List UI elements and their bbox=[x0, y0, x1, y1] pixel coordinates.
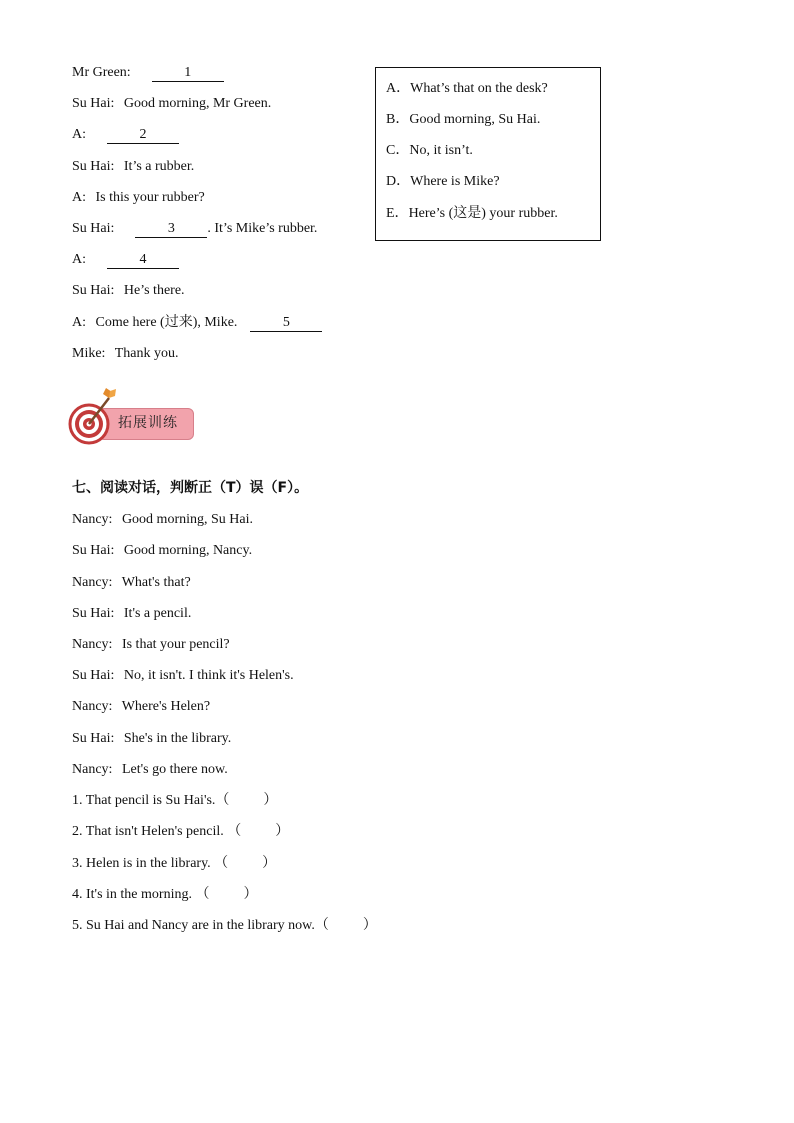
line-text: Where's Helen? bbox=[121, 699, 211, 714]
reading-line-1 bbox=[72, 511, 253, 529]
option-letter: A． bbox=[386, 81, 411, 96]
speaker: A: bbox=[72, 127, 86, 142]
reading-line-3 bbox=[72, 574, 191, 592]
dialogue-line-2 bbox=[72, 95, 271, 113]
speaker: Nancy: bbox=[72, 512, 113, 527]
speaker: Su Hai: bbox=[72, 159, 115, 174]
answer-blank-4[interactable]: 4 bbox=[107, 252, 179, 269]
reading-line-5 bbox=[72, 636, 230, 654]
line-text: He’s there. bbox=[123, 283, 185, 298]
paren-close: ） bbox=[262, 856, 277, 871]
speaker: Nancy: bbox=[72, 699, 113, 714]
question-4 bbox=[72, 886, 257, 904]
option-text: Where is Mike? bbox=[410, 174, 500, 189]
speaker: Mike: bbox=[72, 346, 106, 361]
speaker: Nancy: bbox=[72, 762, 113, 777]
line-text: Good morning, Nancy. bbox=[123, 543, 253, 558]
line-text: Good morning, Su Hai. bbox=[121, 512, 253, 527]
speaker: Su Hai: bbox=[72, 96, 115, 111]
speaker: Mr Green: bbox=[72, 65, 131, 80]
reading-line-9 bbox=[72, 761, 228, 779]
option-b bbox=[386, 111, 540, 129]
speaker: Su Hai: bbox=[72, 221, 115, 236]
paren-close: ） bbox=[275, 824, 290, 839]
banner-label: 拓展训练 bbox=[118, 415, 178, 431]
line-text: Come here (过来), Mike. bbox=[95, 315, 238, 330]
speaker: Su Hai: bbox=[72, 668, 115, 683]
option-letter: D． bbox=[386, 174, 411, 189]
speaker: Su Hai: bbox=[72, 543, 115, 558]
line-text: It's a pencil. bbox=[123, 606, 192, 621]
option-d bbox=[386, 173, 500, 191]
speaker: Su Hai: bbox=[72, 731, 115, 746]
line-text: Is this your rubber? bbox=[95, 190, 205, 205]
reading-line-7 bbox=[72, 698, 210, 716]
option-c bbox=[386, 142, 473, 160]
line-text: Let's go there now. bbox=[121, 762, 228, 777]
paren-close: ） bbox=[243, 887, 258, 902]
line-text: She's in the library. bbox=[123, 731, 232, 746]
speaker: A: bbox=[72, 190, 86, 205]
dialogue-line-5 bbox=[72, 189, 205, 207]
dialogue-line-3 bbox=[72, 126, 179, 144]
dialogue-line-7 bbox=[72, 251, 179, 269]
question-text: 3. Helen is in the library. （ bbox=[72, 856, 229, 871]
section-banner bbox=[68, 384, 198, 446]
line-text: Is that your pencil? bbox=[121, 637, 230, 652]
question-5 bbox=[72, 917, 377, 935]
option-a bbox=[386, 80, 548, 98]
paren-close: ） bbox=[263, 793, 278, 808]
speaker: Su Hai: bbox=[72, 283, 115, 298]
option-letter: C． bbox=[386, 143, 410, 158]
dialogue-line-1 bbox=[72, 64, 224, 82]
reading-line-8 bbox=[72, 730, 231, 748]
option-e bbox=[386, 205, 558, 223]
speaker: Nancy: bbox=[72, 637, 113, 652]
line-text: Good morning, Mr Green. bbox=[123, 96, 272, 111]
option-text: Good morning, Su Hai. bbox=[409, 112, 541, 127]
speaker: Nancy: bbox=[72, 575, 113, 590]
section-heading: 七、阅读对话，判断正（T）误（F）。 bbox=[72, 480, 309, 496]
option-letter: E． bbox=[386, 206, 409, 221]
dialogue-line-9 bbox=[72, 314, 322, 332]
reading-line-2 bbox=[72, 542, 252, 560]
question-text: 1. That pencil is Su Hai's.（ bbox=[72, 793, 230, 808]
paren-close: ） bbox=[362, 918, 377, 933]
reading-line-6 bbox=[72, 667, 294, 685]
dialogue-line-6 bbox=[72, 220, 317, 238]
question-3 bbox=[72, 855, 276, 873]
question-text: 4. It's in the morning. （ bbox=[72, 887, 210, 902]
dialogue-line-4 bbox=[72, 158, 194, 176]
options-box bbox=[375, 67, 601, 241]
speaker: A: bbox=[72, 315, 86, 330]
dialogue-line-10 bbox=[72, 345, 178, 363]
answer-blank-3[interactable]: 3 bbox=[135, 221, 207, 238]
question-text: 5. Su Hai and Nancy are in the library now.（ bbox=[72, 918, 329, 933]
line-text: What's that? bbox=[121, 575, 191, 590]
line-text: . It’s Mike’s rubber. bbox=[207, 221, 318, 236]
line-text: No, it isn't. I think it's Helen's. bbox=[123, 668, 294, 683]
option-letter: B． bbox=[386, 112, 410, 127]
question-2 bbox=[72, 823, 289, 841]
option-text: Here’s (这是) your rubber. bbox=[408, 206, 558, 221]
question-1 bbox=[72, 792, 277, 810]
option-text: What’s that on the desk? bbox=[410, 81, 548, 96]
answer-blank-2[interactable]: 2 bbox=[107, 127, 179, 144]
answer-blank-5[interactable]: 5 bbox=[250, 315, 322, 332]
answer-blank-1[interactable]: 1 bbox=[152, 65, 224, 82]
line-text: It’s a rubber. bbox=[123, 159, 195, 174]
speaker: Su Hai: bbox=[72, 606, 115, 621]
line-text: Thank you. bbox=[114, 346, 179, 361]
option-text: No, it isn’t. bbox=[409, 143, 473, 158]
dialogue-line-8 bbox=[72, 282, 185, 300]
question-text: 2. That isn't Helen's pencil. （ bbox=[72, 824, 242, 839]
reading-line-4 bbox=[72, 605, 191, 623]
speaker: A: bbox=[72, 252, 86, 267]
